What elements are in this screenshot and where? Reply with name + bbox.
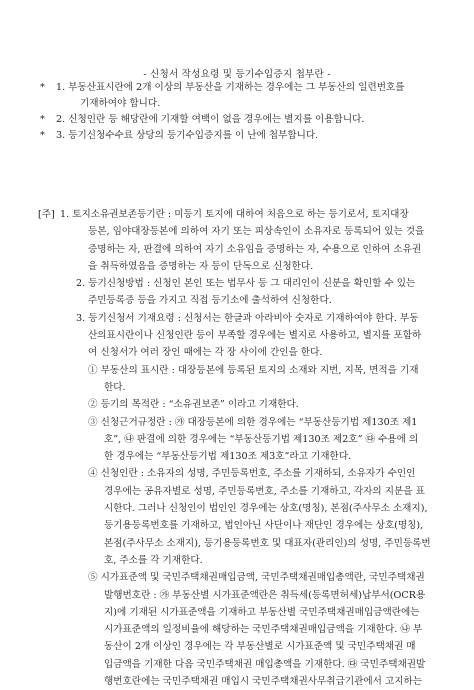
- sub-item-5-line: 입금액을 기재한 다음 국민주택채권 매입총액을 기재한다. ㉰ 국민주택채권발: [104, 658, 426, 670]
- note-2-line: 주민등록증 등을 가지고 직접 등기소에 출석하여 신청한다.: [88, 295, 332, 307]
- sub-item-5-line: ⑤ 시가표준액 및 국민주택채권매입금액, 국민주택채권매입총액란, 국민주택채권: [88, 572, 425, 584]
- instruction-line: 2. 신청인란 등 해당란에 기재할 여백이 없을 경우에는 별지를 이용합니다.: [56, 114, 365, 125]
- note-2-line: 2. 등기신청방법 : 신청인 본인 또는 법무사 등 그 대리인이 신분을 확인할 수 있는: [76, 278, 416, 290]
- note-1-line: 증명하는 자, 판결에 의하여 자기 소유임을 증명하는 자, 수용으로 인하여 소유권: [88, 243, 422, 255]
- instruction-line: 기재하여야 합니다.: [80, 98, 161, 109]
- note-3-line: 3. 등기신청서 기재요령 : 신청서는 한글과 아라비아 숫자로 기재하여야 한다. 부동: [76, 312, 419, 324]
- instruction-item-1: [40, 80, 460, 112]
- instruction-line: 3. 등기신청수수료 상당의 등기수입증지를 이 난에 첩부합니다.: [56, 130, 319, 141]
- sub-item-5-line: 동산이 2개 이상인 경우에는 각 부동산별로 시가표준액 및 국민주택채권 매: [104, 641, 416, 653]
- bullet: *: [40, 114, 45, 125]
- note-1-line: 등본, 임야대장등본에 의하여 자기 또는 피상속인이 소유자로 등록되어 있는 것을: [88, 226, 425, 238]
- sub-item-1-line: ① 부동산의 표시란 : 대장등본에 등록된 토지의 소재와 지번, 지목, 면적을 기재: [88, 364, 419, 376]
- sub-item-4-line: 호, 주소를 각 기재한다.: [104, 554, 203, 566]
- sub-item-5-line: 지)에 기재된 시가표준액을 기재하고 부동산별 국민주택채권매입금액란에는: [104, 606, 420, 618]
- instruction-item-2: [40, 112, 460, 128]
- note-3-line: 여 신청서가 여러 장인 때에는 각 장 사이에 간인을 한다.: [88, 347, 323, 359]
- bullet: *: [40, 82, 45, 93]
- sub-item-3-line: 한 경우에는 “부동산등기법 제130조 제3호”라고 기재한다.: [104, 451, 352, 463]
- sub-item-5-line: 발행번호란 : ㉮ 부동산별 시가표준액란은 취득세(등록면허세)납부서(OCR용: [104, 589, 426, 601]
- sub-item-4-line: 시한다. 그러나 신청인이 법인인 경우에는 상호(명칭), 본점(주사무소 소재지),: [104, 503, 428, 515]
- instruction-item-3: [40, 128, 460, 144]
- sub-item-4-line: 본점(주사무소 소재지), 등기용등록번호 및 대표자(관리인)의 성명, 주민등록번: [104, 537, 431, 549]
- sub-item-5-line: 시가표준액의 일정비율에 해당하는 국민주택채권매입금액을 기재한다. ㉯ 부: [104, 624, 423, 636]
- notes-tag: [주]: [38, 209, 55, 220]
- sub-item-4-line: ④ 신청인란 : 소유자의 성명, 주민등록번호, 주소를 기재하되, 소유자가 수인인: [88, 468, 416, 480]
- sub-item-4-line: 등기용등록번호를 기재하고, 법인아닌 사단이나 재단인 경우에는 상호(명칭),: [104, 520, 424, 532]
- note-1-line: 1. 토지소유권보존등기란 : 미등기 토지에 대하여 처음으로 하는 등기로서, 토지대장: [60, 209, 409, 220]
- page-title: - 신청서 작성요령 및 등기수입증지 첩부란 -: [143, 69, 331, 80]
- sub-item-4-line: 경우에는 공유자별로 성명, 주민등록번호, 주소를 기재하고, 각자의 지분을 표: [104, 485, 425, 497]
- sub-item-3-line: ③ 신청근거규정란 : ㉮ 대장등본에 의한 경우에는 “부동산등기법 제130조 제1: [88, 416, 418, 428]
- sub-item-2-line: ② 등기의 목적란 : “소유권보존” 이라고 기재한다.: [88, 399, 299, 411]
- sub-item-3-line: 호”, ㉯ 판결에 의한 경우에는 “부동산등기법 제130조 제2호” ㉰ 수용에 의: [104, 433, 419, 445]
- note-3-line: 산의표시란이나 신청인란 등이 부족할 경우에는 별지로 사용하고, 별지를 포함하: [88, 330, 422, 342]
- bullet: *: [40, 130, 45, 141]
- instruction-line: 1. 부동산표시란에 2개 이상의 부동산을 기재하는 경우에는 그 부동산의 일련번호를: [56, 82, 405, 93]
- sub-item-5-line: 행번호란에는 국민주택채권 매입시 국민주택채권사무취급기관에서 고지하는: [104, 676, 423, 688]
- sub-item-1-line: 한다.: [104, 381, 126, 393]
- notes-section: [38, 206, 466, 690]
- note-1-line: 을 취득하였음을 증명하는 자 등이 단독으로 신청한다.: [88, 260, 314, 272]
